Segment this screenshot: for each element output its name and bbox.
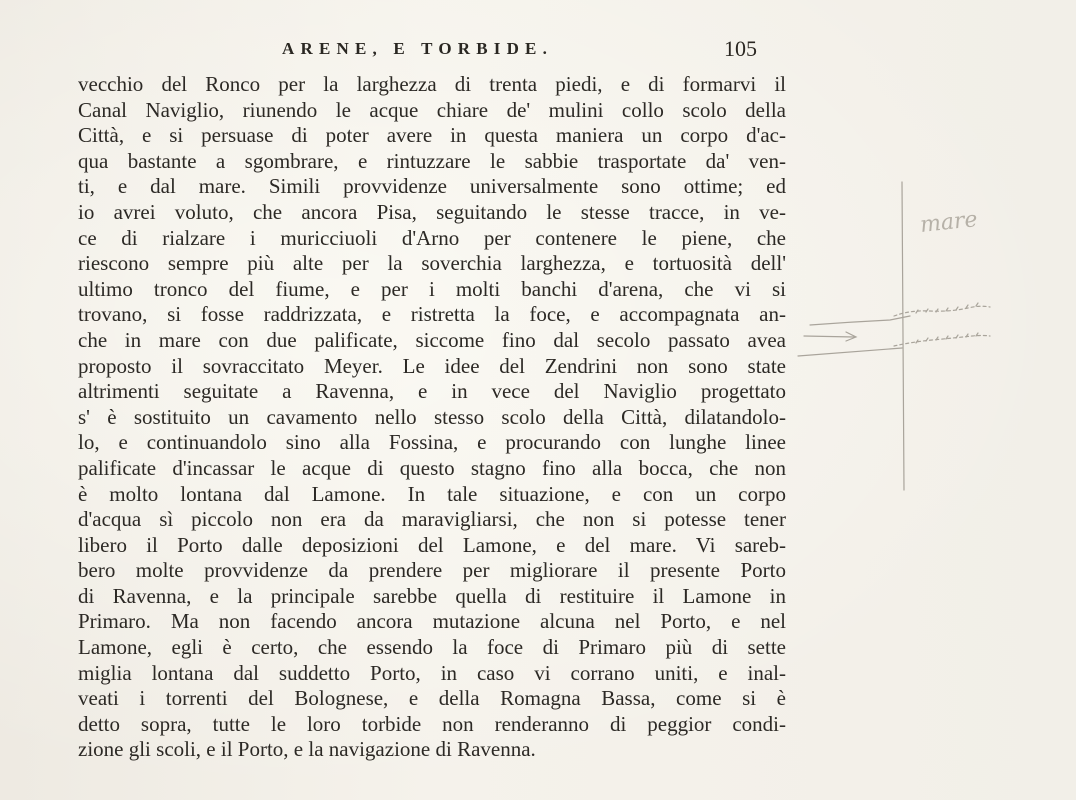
text-line: Città, e si persuase di poter avere in questa maniera un corpo d'ac- <box>78 123 786 148</box>
handwritten-note: mare <box>918 207 979 238</box>
body-text <box>78 72 786 763</box>
page-header <box>0 36 1076 66</box>
text-line: riescono sempre più alte per la soverchia larghezza, e tortuosità dell' <box>78 251 786 276</box>
page-number: 105 <box>724 36 757 61</box>
text-line: ti, e dal mare. Simili provvidenze universalmente sono ottime; ed <box>78 174 786 199</box>
text-line: d'acqua sì piccolo non era da maravigliarsi, che non si potesse tener <box>78 507 786 532</box>
text-line: Lamone, egli è certo, che essendo la foce di Primaro più di sette <box>78 635 786 660</box>
text-line: lo, e continuandolo sino alla Fossina, e procurando con lunghe linee <box>78 430 786 455</box>
text-line: libero il Porto dalle deposizioni del Lamone, e del mare. Vi sareb- <box>78 532 786 557</box>
text-line: proposto il sovraccitato Meyer. Le idee del Zendrini non sono state <box>78 353 786 378</box>
text-line: altrimenti seguitate a Ravenna, e in vece del Naviglio progettato <box>78 379 786 404</box>
text-line: veati i torrenti del Bolognese, e della Romagna Bassa, come si è <box>78 686 786 711</box>
text-line: qua bastante a sgombrare, e rintuzzare le sabbie trasportate da' ven- <box>78 148 786 173</box>
text-line: palificate d'incassar le acque di questo stagno fino alla bocca, che non <box>78 455 786 480</box>
text-line: miglia lontana dal suddetto Porto, in caso vi corrano uniti, e inal- <box>78 660 786 685</box>
text-line: Primaro. Ma non facendo ancora mutazione alcuna nel Porto, e nel <box>78 609 786 634</box>
text-line: è molto lontana dal Lamone. In tale situazione, e con un corpo <box>78 481 786 506</box>
text-line: ce di rialzare i muricciuoli d'Arno per contenere le piene, che <box>78 225 786 250</box>
text-line: di Ravenna, e la principale sarebbe quella di restituire il Lamone in <box>78 583 786 608</box>
text-line: ultimo tronco del fiume, e per i molti banchi d'arena, che vi si <box>78 276 786 301</box>
text-line: s' è sostituito un cavamento nello stesso scolo della Città, dilatandolo- <box>78 404 786 429</box>
text-line: Canal Naviglio, riunendo le acque chiare de' mulini collo scolo della <box>78 97 786 122</box>
text-line: zione gli scoli, e il Porto, e la navigazione di Ravenna. <box>78 737 536 762</box>
text-line: vecchio del Ronco per la larghezza di trenta piedi, e di formarvi il <box>78 72 786 96</box>
running-head: ARENE, E TORBIDE. <box>282 39 554 58</box>
text-line: io avrei voluto, che ancora Pisa, seguitando le stesse tracce, in ve- <box>78 199 786 224</box>
text-line: bero molte provvidenze da prendere per migliorare il presente Porto <box>78 558 786 583</box>
margin-pencil-annotation <box>790 170 1070 510</box>
text-line: detto sopra, tutte le loro torbide non renderanno di peggior condi- <box>78 711 786 736</box>
text-line: trovano, si fosse raddrizzata, e ristretta la foce, e accompagnata an- <box>78 302 786 327</box>
text-line: che in mare con due palificate, siccome fino dal secolo passato avea <box>78 327 786 352</box>
